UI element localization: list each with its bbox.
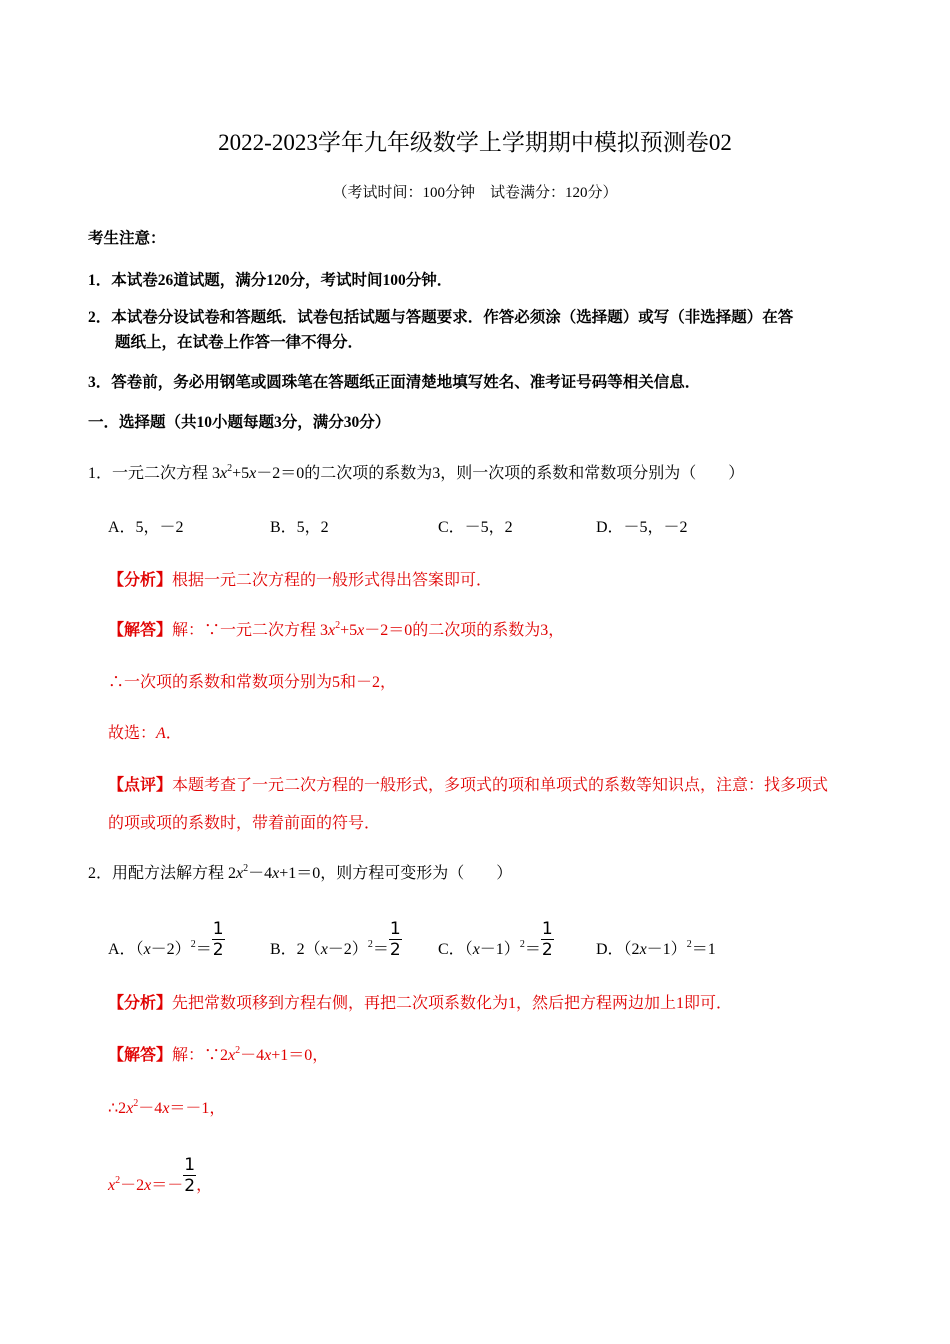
q1-option-b: B．5，2: [270, 519, 329, 536]
q1-stem: 1．一元二次方程 $3x^2+5x-2=0$的二次项的系数为3，则一次项的系数和常数项分别为（ ）: [88, 463, 745, 482]
q1-comment-line-1: 【点评】本题考查了一元二次方程的一般形式，多项式的项和单项式的系数等知识点，注意：找多项式: [108, 777, 829, 794]
q1-solution-step-2: ∴一次项的系数和常数项分别为5和－2，: [108, 674, 397, 691]
notice-item-1: 1．本试卷26道试题，满分120分，考试时间100分钟．: [88, 272, 453, 289]
q2-solution: 【解答】解：$\because 2x^2-4x+1=0$，: [108, 1045, 329, 1064]
q1-solution: 【解答】解：∵一元二次方程 $3x^2+5x-2=0$的二次项的系数为3，: [108, 620, 565, 639]
q1-analysis: 【分析】根据一元二次方程的一般形式得出答案即可．: [108, 572, 493, 589]
q2-solution-step-2: $\therefore 2x^2-4x=-1$，: [108, 1098, 226, 1117]
q1-option-c: C．－5，2: [438, 519, 513, 536]
notice-item-2-line-1: 2．本试卷分设试卷和答题纸．试卷包括试题与答题要求．作答必须涂（选择题）或写（非选择题）在答: [88, 309, 794, 326]
notice-item-3: 3．答卷前，务必用钢笔或圆珠笔在答题纸正面清楚地填写姓名、准考证号码等相关信息．: [88, 374, 701, 391]
notice-heading: 考生注意：: [88, 230, 166, 247]
q2-analysis: 【分析】先把常数项移到方程右侧，再把二次项系数化为1，然后把方程两边加上1即可．: [108, 995, 733, 1012]
fraction-one-half: $\frac{1}{2}$: [389, 919, 401, 960]
fraction-one-half: $\frac{1}{2}$: [184, 1155, 196, 1196]
q1-option-d: D．－5，－2: [596, 519, 688, 536]
fraction-one-half: $\frac{1}{2}$: [212, 919, 224, 960]
fraction-one-half: $\frac{1}{2}$: [541, 919, 553, 960]
q2-solution-step-3: $x^2-2x=-$ $\frac{1}{2}$ ，: [108, 1155, 213, 1196]
exam-info: （考试时间：100分钟 试卷满分：120分）: [332, 185, 618, 201]
q2-option-c: C．$(x-1)^2=$ $\frac{1}{2}$: [438, 919, 553, 960]
notice-item-2-line-2: 题纸上，在试卷上作答一律不得分．: [115, 334, 364, 351]
q2-option-b: B．$2(x-2)^2=$ $\frac{1}{2}$: [270, 919, 401, 960]
q1-comment-line-2: 的项或项的系数时，带着前面的符号．: [108, 815, 381, 832]
section-heading: 一．选择题（共10小题每题3分，满分30分）: [88, 414, 391, 431]
page-title: 2022-2023学年九年级数学上学期期中模拟预测卷02: [218, 130, 732, 155]
q1-option-a: A．5，－2: [108, 519, 184, 536]
q2-option-d: D．$(2x-1)^2=1$: [596, 939, 716, 958]
q2-stem: 2．用配方法解方程 $2x^2-4x+1=0$，则方程可变形为（ ）: [88, 863, 513, 882]
q1-final-answer: 故选：A．: [108, 725, 182, 742]
q2-option-a: A．$(x-2)^2=$ $\frac{1}{2}$: [108, 919, 224, 960]
